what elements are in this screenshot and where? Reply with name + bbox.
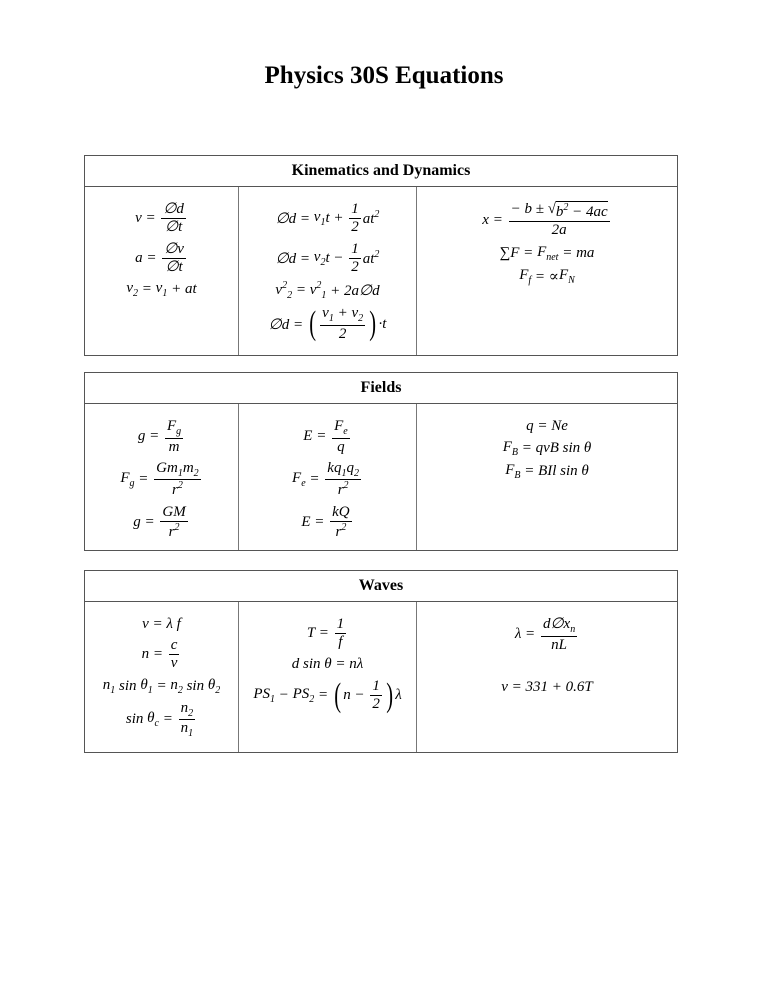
fraction bbox=[160, 504, 187, 542]
subscript: 1 bbox=[110, 684, 116, 696]
equation-text: = ma bbox=[558, 244, 595, 261]
fraction bbox=[169, 637, 180, 673]
numerator bbox=[161, 201, 186, 219]
equation-text: x = bbox=[482, 211, 507, 228]
equation-text: t + bbox=[325, 210, 348, 227]
denominator bbox=[170, 480, 185, 499]
equation-text: v = bbox=[135, 210, 160, 227]
right-paren: ) bbox=[369, 305, 377, 342]
subscript: g bbox=[129, 478, 135, 490]
superscript: 2 bbox=[177, 480, 183, 492]
variable: $\theta_2$ bbox=[207, 676, 221, 696]
equation-text: c bbox=[170, 637, 178, 653]
equation-text: ∅d bbox=[163, 201, 184, 217]
equation-text: = bbox=[292, 282, 310, 298]
equation bbox=[135, 241, 188, 277]
numerator bbox=[335, 616, 347, 634]
numerator bbox=[541, 616, 577, 637]
fraction bbox=[541, 616, 577, 654]
equation-text: m bbox=[168, 438, 180, 455]
equation-text: λ bbox=[395, 687, 402, 703]
equation-text: nL bbox=[551, 636, 567, 653]
variable: $F_g$ bbox=[166, 418, 182, 437]
fraction bbox=[335, 616, 347, 652]
fraction bbox=[349, 201, 361, 237]
equation-text: G bbox=[156, 459, 167, 476]
variable: $v^2_1$ bbox=[309, 280, 327, 301]
subscript: 2 bbox=[309, 694, 315, 705]
numerator bbox=[332, 418, 350, 439]
equation-text: n − bbox=[343, 686, 369, 703]
equation-column bbox=[416, 187, 677, 355]
equation-text: ∅d = bbox=[268, 316, 307, 333]
fraction bbox=[161, 201, 186, 237]
equation bbox=[133, 504, 189, 542]
fraction bbox=[154, 460, 201, 500]
denominator bbox=[179, 720, 196, 740]
equation-text: + bbox=[333, 305, 352, 322]
section-title: Fields bbox=[85, 373, 677, 404]
fraction bbox=[370, 678, 382, 714]
equation-column bbox=[416, 602, 677, 752]
equation-text: 1 bbox=[372, 677, 380, 694]
equation-column bbox=[85, 404, 238, 550]
section-title: Waves bbox=[85, 571, 677, 602]
equation bbox=[276, 241, 380, 277]
denominator bbox=[337, 326, 349, 343]
variable: $\theta_1$ bbox=[140, 676, 153, 696]
equation bbox=[515, 616, 579, 654]
equation-text: ·t bbox=[378, 315, 387, 332]
equation-text: + at bbox=[167, 281, 197, 297]
equation-text: t − bbox=[325, 249, 348, 266]
equation-text: f bbox=[338, 634, 343, 651]
equation-column bbox=[416, 404, 677, 550]
equation bbox=[253, 677, 401, 715]
equation-text: E = bbox=[303, 428, 331, 445]
equation-text: 2a bbox=[551, 222, 567, 239]
fraction bbox=[162, 241, 186, 277]
subscript: net bbox=[546, 251, 559, 263]
left-paren: ( bbox=[309, 305, 316, 342]
section-title: Kinematics and Dynamics bbox=[85, 156, 677, 187]
equation-text: E = bbox=[301, 513, 329, 530]
variable: $m_1$ bbox=[166, 459, 183, 479]
numerator bbox=[154, 460, 201, 481]
denominator bbox=[349, 219, 361, 236]
section-kinematics-dynamics bbox=[84, 155, 678, 356]
denominator bbox=[370, 696, 382, 713]
equation-text: ∅t bbox=[165, 258, 183, 275]
fraction bbox=[325, 460, 361, 500]
subscript: n bbox=[570, 624, 576, 635]
equation bbox=[303, 418, 351, 456]
subscript: 1 bbox=[321, 290, 327, 301]
equation bbox=[276, 201, 380, 237]
subscript: e bbox=[343, 426, 348, 437]
variable: $v_2$ bbox=[351, 305, 364, 325]
denominator bbox=[167, 522, 182, 541]
denominator bbox=[163, 259, 184, 276]
equation-text: q = Ne bbox=[526, 418, 568, 434]
equation bbox=[301, 504, 353, 542]
subscript: g bbox=[176, 426, 182, 437]
numerator bbox=[160, 504, 187, 522]
variable: $v_1$ bbox=[313, 209, 326, 229]
equation-text: = bbox=[314, 687, 332, 703]
denominator bbox=[167, 439, 182, 456]
equation-text: a = bbox=[135, 249, 161, 266]
equation bbox=[142, 616, 181, 633]
equation-text: + 2a∅d bbox=[326, 283, 380, 299]
equation-text: T = bbox=[306, 625, 333, 642]
equation-column bbox=[238, 187, 416, 355]
denominator bbox=[163, 219, 184, 236]
fraction bbox=[509, 201, 610, 240]
variable: $v_1$ bbox=[155, 280, 168, 299]
equation bbox=[500, 244, 595, 263]
subscript: 1 bbox=[177, 467, 183, 479]
numerator bbox=[349, 241, 361, 259]
variable: $x_n$ bbox=[563, 616, 576, 635]
variable: $at^2$ bbox=[362, 209, 380, 228]
equation bbox=[501, 679, 593, 696]
equation-text: d sin θ = nλ bbox=[291, 655, 364, 672]
equation-text: = bbox=[134, 471, 153, 488]
fraction bbox=[330, 504, 352, 542]
equation-text: 1 bbox=[351, 240, 359, 257]
equation bbox=[126, 700, 197, 740]
equation-column bbox=[238, 602, 416, 752]
right-paren: ) bbox=[386, 676, 393, 714]
denominator bbox=[335, 439, 347, 456]
variable: $b^2$ bbox=[555, 202, 569, 220]
variable: $n_2$ bbox=[170, 676, 183, 696]
numerator bbox=[330, 504, 352, 522]
equation bbox=[126, 280, 196, 299]
numerator bbox=[370, 678, 382, 696]
equation-text: n = bbox=[141, 646, 167, 663]
denominator bbox=[336, 480, 351, 499]
equation-text: v bbox=[170, 655, 178, 672]
equation-text: ∅d = bbox=[275, 211, 314, 228]
subscript: c bbox=[154, 718, 159, 729]
subscript: 1 bbox=[147, 684, 153, 696]
subscript: f bbox=[528, 274, 532, 286]
equation bbox=[526, 418, 568, 435]
equation-text: v = 331 + 0.6T bbox=[501, 678, 593, 695]
numerator bbox=[509, 201, 610, 222]
subscript: 1 bbox=[341, 467, 347, 479]
equation-text: 2 bbox=[351, 219, 359, 236]
denominator bbox=[336, 634, 344, 651]
equation-text: − b ± bbox=[510, 201, 548, 217]
equation-text: − 4ac bbox=[568, 204, 608, 220]
variable: $F_B$ bbox=[505, 462, 521, 481]
numerator bbox=[179, 700, 196, 721]
equation-text: − bbox=[274, 687, 293, 703]
superscript: 2 bbox=[563, 202, 569, 213]
subscript: B bbox=[514, 470, 521, 481]
radicand bbox=[556, 201, 608, 221]
subscript: 2 bbox=[287, 290, 293, 301]
equation-text: = bbox=[152, 677, 171, 694]
variable: $F_e$ bbox=[292, 470, 306, 490]
equation-text: ∅d = bbox=[275, 250, 314, 267]
subscript: 1 bbox=[320, 217, 326, 229]
variable: $m_2$ bbox=[182, 459, 199, 479]
numerator bbox=[325, 460, 361, 481]
equation bbox=[307, 616, 348, 652]
paren-content bbox=[318, 305, 367, 343]
subscript: 1 bbox=[328, 313, 334, 325]
equation bbox=[135, 201, 188, 237]
left-paren: ( bbox=[334, 676, 341, 714]
equation-text: 1 bbox=[351, 201, 359, 217]
equation bbox=[545, 658, 549, 675]
radical-sign: √ bbox=[547, 201, 556, 217]
equation-text: sin bbox=[115, 677, 141, 694]
parenthesized bbox=[332, 677, 395, 715]
equation bbox=[503, 439, 592, 458]
equation-text: g = bbox=[133, 513, 159, 530]
subscript: 2 bbox=[353, 467, 359, 479]
subscript: 1 bbox=[188, 728, 194, 739]
denominator bbox=[550, 222, 569, 239]
equation-text: v = λ f bbox=[142, 616, 181, 632]
numerator bbox=[320, 305, 365, 326]
variable: $F_N$ bbox=[558, 266, 575, 286]
equation bbox=[142, 637, 182, 673]
equation bbox=[138, 418, 185, 456]
variable: $n_2$ bbox=[180, 699, 194, 719]
variable: $\theta_c$ bbox=[147, 710, 159, 729]
denominator bbox=[333, 522, 348, 541]
variable: $r^2$ bbox=[171, 480, 183, 499]
equation-text: g = bbox=[137, 428, 163, 445]
subscript: 2 bbox=[320, 256, 326, 268]
subscript: 2 bbox=[215, 684, 221, 696]
variable: $PS_2$ bbox=[292, 686, 315, 705]
square-root bbox=[548, 201, 608, 221]
paren-content bbox=[343, 678, 384, 714]
equation bbox=[275, 280, 379, 301]
subscript: B bbox=[511, 447, 518, 458]
superscript: 2 bbox=[316, 280, 322, 291]
equation-text: = ∝ bbox=[531, 268, 559, 285]
equation-text: 2 bbox=[351, 258, 359, 275]
equation-text: k bbox=[327, 459, 334, 476]
variable: $r^2$ bbox=[337, 480, 349, 499]
equation-text: = bbox=[305, 471, 324, 488]
variable: $v^2_2$ bbox=[275, 280, 293, 301]
variable: $v_2$ bbox=[126, 280, 139, 299]
variable: $q_2$ bbox=[346, 459, 359, 479]
fraction bbox=[349, 241, 361, 277]
numerator bbox=[165, 418, 183, 439]
equation bbox=[482, 201, 611, 240]
superscript: 2 bbox=[374, 248, 380, 260]
equation-text: sin bbox=[125, 711, 148, 727]
equation bbox=[505, 462, 589, 481]
fraction bbox=[332, 418, 350, 456]
variable: $F_g$ bbox=[120, 470, 135, 490]
variable: $at^2$ bbox=[362, 248, 380, 267]
parenthesized bbox=[307, 305, 379, 343]
section-waves bbox=[84, 570, 678, 753]
equation bbox=[103, 677, 220, 696]
subscript: 2 bbox=[193, 467, 199, 479]
equation-text: ∅t bbox=[165, 219, 183, 236]
equation-column bbox=[85, 602, 238, 752]
equation-text: kQ bbox=[332, 503, 350, 520]
denominator bbox=[549, 637, 569, 654]
variable: $v_2$ bbox=[313, 248, 326, 268]
equation-text: ∅v bbox=[164, 240, 184, 257]
numerator bbox=[349, 201, 361, 219]
subscript: 1 bbox=[162, 288, 168, 299]
fraction bbox=[320, 305, 365, 343]
equation bbox=[269, 305, 387, 343]
variable: $r^2$ bbox=[335, 521, 347, 540]
equation-text: sin bbox=[182, 677, 208, 694]
page-title: Physics 30S Equations bbox=[264, 62, 504, 89]
variable: $F_B$ bbox=[502, 439, 518, 458]
section-fields bbox=[84, 372, 678, 551]
subscript: 2 bbox=[177, 684, 183, 696]
equation-text bbox=[545, 658, 549, 675]
variable: $PS_1$ bbox=[253, 686, 275, 705]
equation-text: 1 bbox=[336, 616, 345, 632]
variable: $n_1$ bbox=[102, 676, 116, 696]
subscript: e bbox=[301, 478, 306, 490]
subscript: 2 bbox=[358, 313, 364, 325]
numerator bbox=[162, 241, 186, 259]
subscript: 1 bbox=[269, 694, 275, 705]
variable: $v_1$ bbox=[322, 305, 334, 325]
equation-text: λ = bbox=[514, 626, 539, 643]
subscript: N bbox=[568, 274, 575, 286]
equation-text: = qvB sin θ bbox=[517, 440, 592, 456]
equation-text: 2 bbox=[338, 325, 347, 342]
superscript: 2 bbox=[174, 521, 180, 533]
numerator bbox=[169, 637, 180, 655]
equation-column bbox=[85, 187, 238, 355]
equation-column bbox=[238, 404, 416, 550]
variable: $q_1$ bbox=[333, 459, 347, 479]
equation bbox=[120, 460, 202, 500]
variable: $r^2$ bbox=[168, 521, 180, 540]
equation bbox=[292, 656, 364, 673]
variable: $F_e$ bbox=[334, 418, 348, 437]
fraction bbox=[179, 700, 196, 740]
superscript: 2 bbox=[374, 209, 380, 221]
equation-text: q bbox=[337, 438, 345, 455]
equation-text: = BIl sin θ bbox=[520, 463, 589, 479]
fraction bbox=[165, 418, 183, 456]
denominator bbox=[169, 655, 180, 672]
equation-text: d∅ bbox=[542, 616, 564, 632]
equation bbox=[292, 460, 363, 500]
denominator bbox=[349, 259, 361, 276]
superscript: 2 bbox=[343, 480, 349, 492]
equation-text: ∑F = bbox=[499, 244, 538, 261]
variable: $n_1$ bbox=[180, 720, 194, 739]
equation-text: 2 bbox=[372, 696, 380, 712]
superscript: 2 bbox=[282, 280, 288, 291]
variable: $F_{net}$ bbox=[537, 243, 559, 263]
equation-text: = bbox=[158, 711, 177, 727]
equation-text: GM bbox=[162, 503, 186, 520]
superscript: 2 bbox=[341, 521, 347, 533]
subscript: 2 bbox=[188, 707, 194, 719]
subscript: 2 bbox=[133, 288, 139, 299]
variable: $F_f$ bbox=[519, 266, 532, 286]
equation bbox=[519, 267, 575, 286]
equation-text: = bbox=[138, 281, 156, 297]
